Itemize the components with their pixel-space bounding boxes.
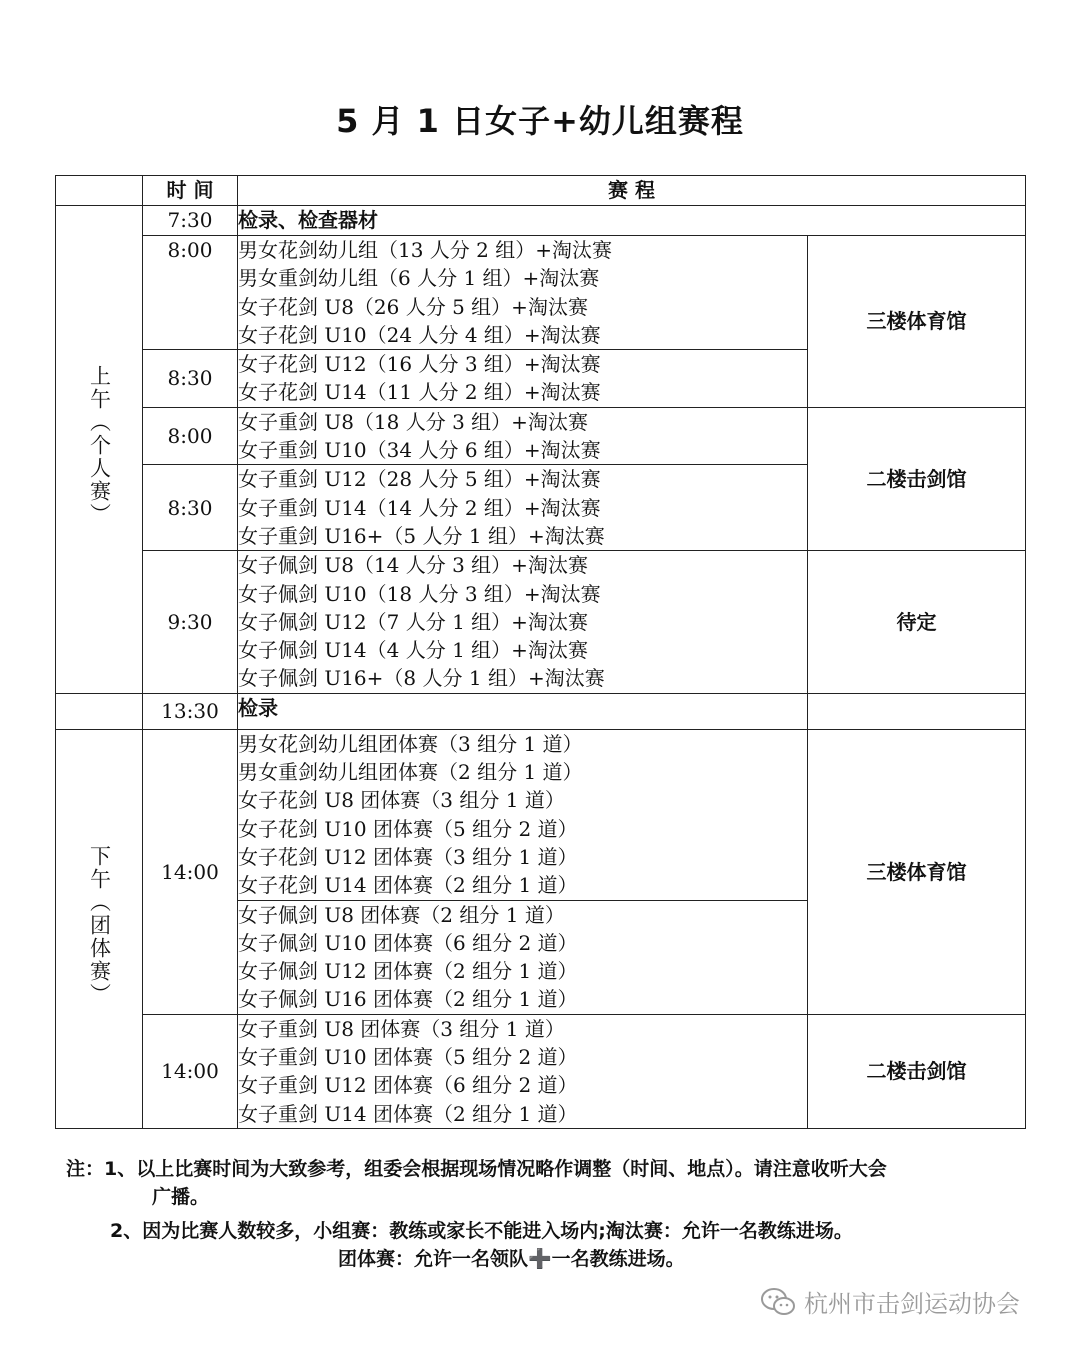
event-item: 女子花剑 U12 团体赛（3 组分 1 道）	[238, 844, 578, 869]
venue-cell: 三楼体育馆	[808, 236, 1026, 408]
table-row	[56, 236, 1026, 350]
checkin-cell: 检录、检查器材	[238, 206, 1026, 236]
afternoon-label: 下午（团体赛）	[87, 844, 112, 1006]
time-cell: 13:30	[143, 693, 238, 729]
time-cell: 8:00	[143, 236, 238, 350]
event-list	[238, 900, 808, 1014]
event-list	[238, 465, 808, 551]
notes	[66, 1155, 1046, 1273]
time-cell: 8:30	[143, 350, 238, 408]
event-item: 女子佩剑 U12 团体赛（2 组分 1 道）	[238, 959, 578, 984]
note-line-3: 团体赛：允许一名领队➕一名教练进场。	[338, 1248, 685, 1270]
event-item: 女子佩剑 U14（4 人分 1 组）+淘汰赛	[238, 638, 588, 663]
event-list	[238, 407, 808, 465]
event-item: 女子重剑 U12（28 人分 5 组）+淘汰赛	[238, 467, 601, 492]
venue-cell: 二楼击剑馆	[808, 407, 1026, 550]
event-item: 男女重剑幼儿组团体赛（2 组分 1 道）	[238, 760, 583, 785]
event-item: 女子重剑 U14（14 人分 2 组）+淘汰赛	[238, 495, 601, 520]
event-item: 女子重剑 U8 团体赛（3 组分 1 道）	[238, 1016, 565, 1041]
event-item: 女子重剑 U10（34 人分 6 组）+淘汰赛	[238, 438, 601, 463]
event-item: 女子重剑 U10 团体赛（5 组分 2 道）	[238, 1045, 578, 1070]
table-header-row	[56, 176, 1026, 206]
watermark	[760, 1284, 1020, 1319]
time-cell: 8:30	[143, 465, 238, 551]
page-title: 5 月 1 日女子+幼儿组赛程	[336, 102, 744, 140]
table-row	[56, 206, 1026, 236]
event-item: 女子重剑 U16+（5 人分 1 组）+淘汰赛	[238, 523, 605, 548]
time-cell: 14:00	[143, 729, 238, 1014]
event-item: 女子花剑 U14（11 人分 2 组）+淘汰赛	[238, 380, 601, 405]
empty-cell	[56, 693, 143, 729]
table-row	[56, 407, 1026, 465]
event-list	[238, 236, 808, 350]
event-list	[238, 551, 808, 693]
header-schedule: 赛 程	[238, 176, 1026, 206]
event-item: 男女花剑幼儿组团体赛（3 组分 1 道）	[238, 731, 583, 756]
checkin-cell: 检录	[238, 693, 808, 729]
table-row	[56, 1014, 1026, 1128]
schedule-table	[55, 175, 1026, 1129]
wechat-icon	[760, 1287, 796, 1317]
event-item: 女子重剑 U14 团体赛（2 组分 1 道）	[238, 1101, 578, 1126]
table-row	[56, 693, 1026, 729]
event-item: 女子佩剑 U12（7 人分 1 组）+淘汰赛	[238, 609, 588, 634]
time-cell: 7:30	[143, 206, 238, 236]
event-item: 女子佩剑 U10（18 人分 3 组）+淘汰赛	[238, 581, 601, 606]
event-item: 女子佩剑 U10 团体赛（6 组分 2 道）	[238, 930, 578, 955]
empty-cell	[808, 693, 1026, 729]
event-item: 女子花剑 U8（26 人分 5 组）+淘汰赛	[238, 294, 588, 319]
event-item: 男女重剑幼儿组（6 人分 1 组）+淘汰赛	[238, 266, 600, 291]
note-line-2: 2、因为比赛人数较多，小组赛：教练或家长不能进入场内;淘汰赛：允许一名教练进场。	[110, 1220, 853, 1242]
event-item: 女子佩剑 U8（14 人分 3 组）+淘汰赛	[238, 553, 588, 578]
table-row	[56, 551, 1026, 693]
event-item: 女子重剑 U12 团体赛（6 组分 2 道）	[238, 1073, 578, 1098]
event-item: 女子花剑 U12（16 人分 3 组）+淘汰赛	[238, 352, 601, 377]
note-line-1: 注：1、以上比赛时间为大致参考，组委会根据现场情况略作调整（时间、地点）。请注意收听大会	[66, 1158, 887, 1180]
time-cell: 9:30	[143, 551, 238, 693]
venue-cell: 二楼击剑馆	[808, 1014, 1026, 1128]
event-list	[238, 729, 808, 900]
morning-label: 上午（个人赛）	[87, 365, 112, 527]
event-list	[238, 1014, 808, 1128]
morning-period-cell	[56, 206, 143, 694]
event-item: 女子花剑 U8 团体赛（3 组分 1 道）	[238, 788, 565, 813]
event-item: 男女花剑幼儿组（13 人分 2 组）+淘汰赛	[238, 238, 613, 262]
time-cell: 14:00	[143, 1014, 238, 1128]
event-item: 女子重剑 U8（18 人分 3 组）+淘汰赛	[238, 409, 588, 434]
event-item: 女子花剑 U14 团体赛（2 组分 1 道）	[238, 873, 578, 898]
time-cell: 8:00	[143, 407, 238, 465]
watermark-text: 杭州市击剑运动协会	[804, 1290, 1020, 1318]
header-period	[56, 176, 143, 206]
note-line-1-cont: 广播。	[152, 1186, 210, 1208]
venue-cell: 三楼体育馆	[808, 729, 1026, 1014]
afternoon-period-cell	[56, 729, 143, 1128]
event-item: 女子佩剑 U16 团体赛（2 组分 1 道）	[238, 987, 578, 1012]
event-item: 女子花剑 U10 团体赛（5 组分 2 道）	[238, 816, 578, 841]
header-time: 时 间	[143, 176, 238, 206]
venue-cell: 待定	[808, 551, 1026, 693]
event-item: 女子佩剑 U8 团体赛（2 组分 1 道）	[238, 902, 565, 927]
table-row	[56, 729, 1026, 900]
event-item: 女子花剑 U10（24 人分 4 组）+淘汰赛	[238, 322, 601, 347]
event-item: 女子佩剑 U16+（8 人分 1 组）+淘汰赛	[238, 666, 605, 691]
event-list	[238, 350, 808, 408]
